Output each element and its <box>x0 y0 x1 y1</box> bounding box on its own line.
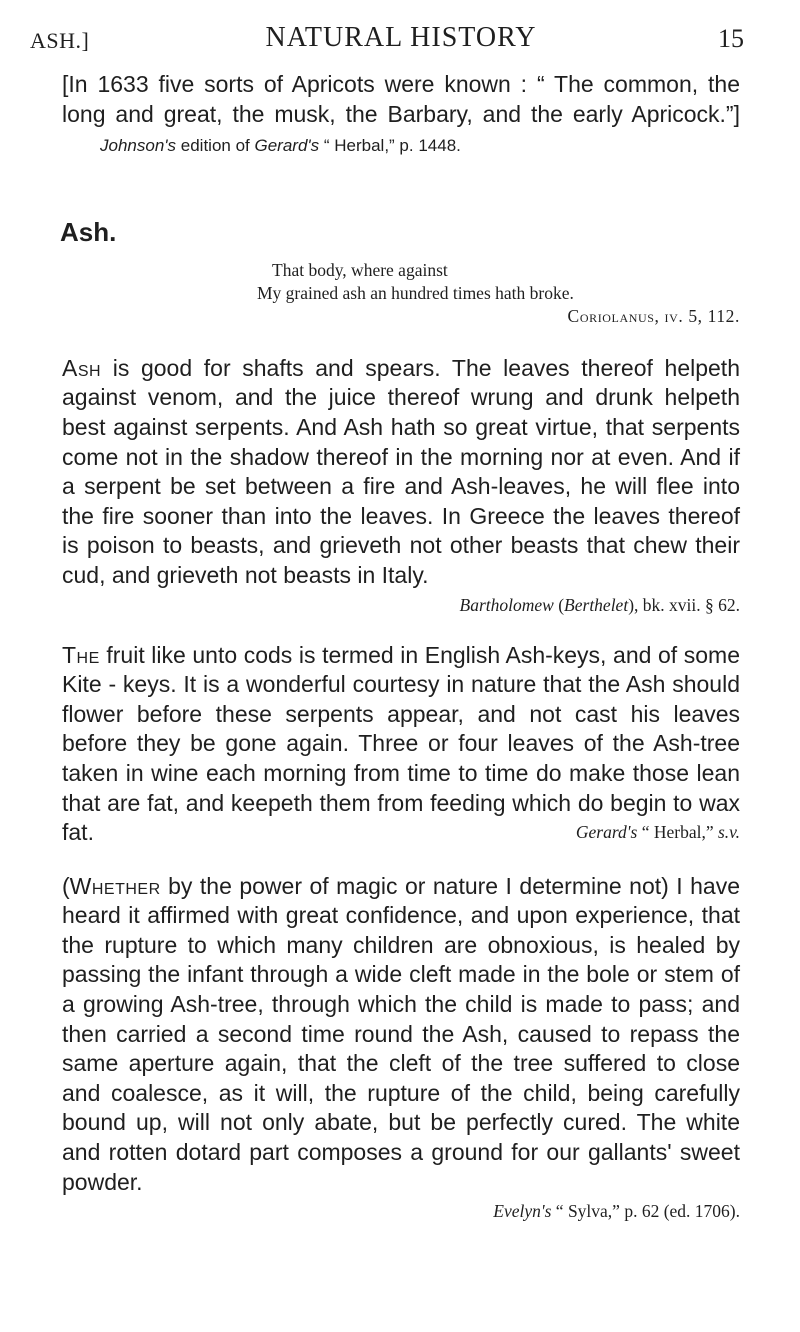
attribution-reference: ), bk. xvii. § 62. <box>628 594 740 615</box>
epigraph-source: Coriolanus, iv. 5, 112. <box>567 305 740 326</box>
attribution-evelyn <box>62 1199 740 1223</box>
paragraph-bartholomew <box>62 354 740 591</box>
running-head <box>30 22 744 62</box>
paragraph-open-paren: ( <box>62 872 70 899</box>
attribution-author: Gerard's <box>575 822 638 843</box>
paragraph-lead-word: Whether <box>69 872 161 899</box>
paragraph-body: by the power of magic or nature I determine not) I have heard it affirmed with great confidence, and upon experience, that the rupture to which many children are obnoxious, is healed by passing the infant through a wide cleft made in the bole or stem of a growing Ash-tree, through which the child is made to pass; and then carried a second time round the Ash, caused to repass the same aperture again, that the cleft of the tree suffered to close and coalesce, as it will, the rupture of the child, being carefully bound up, will not only abate, but be perfectly cured. The white and rotten dotard part composes a ground for our gallants' sweet powder. <box>62 872 740 1195</box>
attribution-work: “ Herbal,” <box>637 822 718 843</box>
attribution-paren: ( <box>553 594 565 615</box>
apricot-note-text: [In 1633 five sorts of Apricots were known : “ The common, the long and great, the musk, the Barbary, and the early Apricock.”] <box>62 71 740 127</box>
attribution-reference: s.v. <box>717 822 740 843</box>
citation-text: edition of <box>176 136 255 156</box>
page-number: 15 <box>718 24 744 53</box>
paragraph-body: is good for shafts and spears. The leaves thereof helpeth against venom, and the juice thereof wrung and drunk helpeth best against serpents. And Ash hath so great virtue, that serpents come not in the shadow thereof in the morning nor at even. And if a serpent be set between a fire and Ash-leaves, he will flee into the fire sooner than into the leaves. In Greece the leaves thereof is poison to beasts, and grieveth not other beasts that chew their cud, and grieveth not beasts in Italy. <box>62 354 740 588</box>
running-head-title: NATURAL HISTORY <box>265 22 537 53</box>
attribution-bartholomew <box>62 593 740 617</box>
apricot-note <box>62 70 740 161</box>
attribution-author: Evelyn's <box>493 1201 552 1222</box>
citation-tail: “ Herbal,” p. 1448. <box>319 136 461 156</box>
attribution-printer: Berthelet <box>564 594 629 615</box>
paragraph-gerard <box>62 641 740 848</box>
paragraph-lead-word: The <box>62 641 100 668</box>
citation-work: Gerard's <box>254 136 320 156</box>
section-title: Ash. <box>60 216 117 247</box>
attribution-gerard <box>576 818 740 848</box>
epigraph-line-2: My grained ash an hundred times hath broke. <box>257 282 574 303</box>
epigraph <box>62 259 740 328</box>
citation-author: Johnson's <box>100 136 177 156</box>
paragraph-evelyn <box>62 872 740 1198</box>
apricot-note-citation <box>100 136 461 155</box>
attribution-author: Bartholomew <box>459 594 554 615</box>
paragraph-body: fruit like unto cods is termed in English Ash-keys, and of some Kite - keys. It is a wonderful courtesy in nature that the Ash should flower before these serpents appear, and not cast his leaves before they be gone again. Three or four leaves of the Ash-tree taken in wine each morning from time to time do make those lean that are fat, and keepeth them from feeding which do begin to wax fat. <box>62 641 740 846</box>
attribution-reference: “ Sylva,” p. 62 (ed. 1706). <box>551 1201 740 1222</box>
epigraph-line-1: That body, where against <box>272 259 448 280</box>
paragraph-lead-word: Ash <box>62 354 102 381</box>
running-head-section: ASH.] <box>30 28 90 53</box>
